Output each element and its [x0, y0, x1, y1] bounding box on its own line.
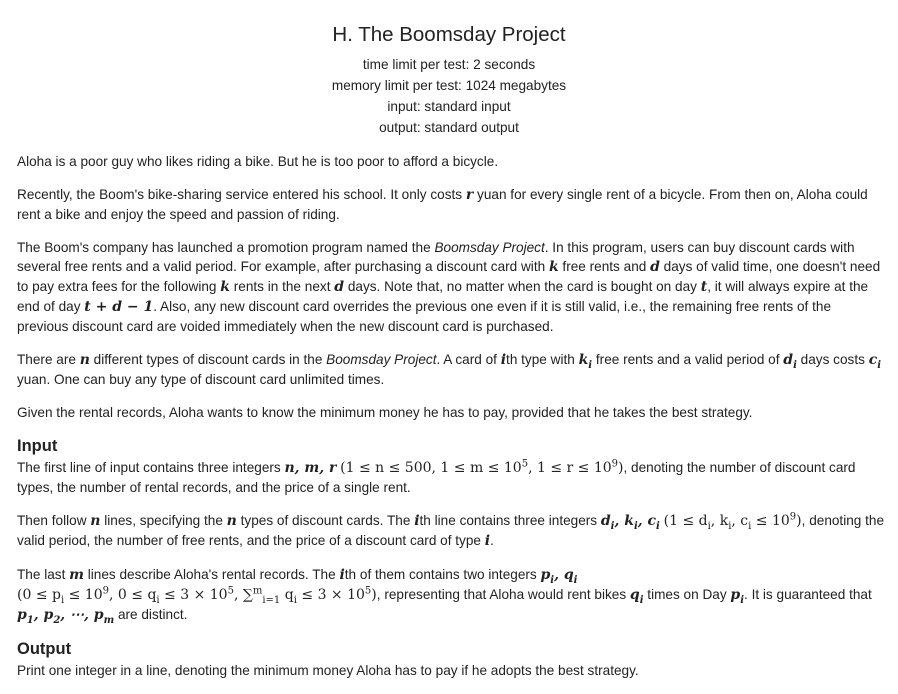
statement-paragraph-5: Given the rental records, Aloha wants to know the minimum money he has to pay, provided that he takes the best strategy. — [17, 405, 753, 420]
memory-limit: memory limit per test: 1024 megabytes — [331, 78, 567, 93]
problem-header — [0, 0, 898, 138]
input-paragraph-2: Then follow n lines, specifying the n types of discount cards. The ith line contains three integers $d_i$, $k_i$, $c_i$ ($1 \le d_i$, $k_i$, $c_i \le 10^9$), denoting the valid period, the number of free rents, and the price of a discount card of type i. — [17, 511, 885, 549]
output-heading: Output — [17, 640, 72, 658]
time-limit: time limit per test: 2 seconds — [362, 57, 536, 72]
input-heading: Input — [17, 437, 58, 455]
problem-title: H. The Boomsday Project — [332, 23, 566, 46]
statement-paragraph-2: Recently, the Boom's bike-sharing service entered his school. It only costs r yuan for every single rent of a bicycle. From then on, Aloha could rent a bike and enjoy the speed and passion of riding. — [17, 187, 868, 222]
input-paragraph-3: The last m lines describe Aloha's rental records. The ith of them contains two integers $p_i$, $q_i$ ($0 \le p_i \le 10^9$, $0 \le q_i \le 3 \times 10^5$, ∑$^m_{i=1}$ $q_i \le 3 \times 10^5$), representing that Aloha would rent bikes $q_i$ times on Day $p_i$. It is guaranteed that $p_1$, $p_2$, ⋯, $p_m$ are distinct. — [17, 567, 872, 626]
problem-body — [17, 152, 885, 694]
input-paragraph-1: The first line of input contains three integers n, m, r (1 ≤ n ≤ 500, $1 \le m \le 10^5$, $1 \le r \le 10^9$), denoting the number of discount card types, the number of rental records, and the price of a single rent. — [17, 458, 856, 495]
input-spec: input: standard input — [387, 99, 511, 114]
statement-paragraph-1: Aloha is a poor guy who likes riding a bike. But he is too poor to afford a bicycle. — [17, 154, 499, 169]
statement-paragraph-3: The Boom's company has launched a promotion program named the Boomsday Project. In this program, users can buy discount cards with several free rents and a valid period. For example, after purchasing a discount card with k free rents and d days of valid time, one doesn't need to pay extra fees for the following k rents in the next d days. Note that, no matter when the card is bought on day t, it will always expire at the end of day t + d − 1. Also, any new discount card overrides the previous one even if it is still valid, i.e., the remaining free rents of the previous discount card are voided immediately when the new discount card is purchased. — [17, 240, 881, 334]
output-spec: output: standard output — [379, 120, 519, 135]
output-paragraph-1: Print one integer in a line, denoting the minimum money Aloha has to pay if he adopts the best strategy. — [17, 663, 639, 678]
statement-paragraph-4: There are n different types of discount cards in the Boomsday Project. A card of ith type with $k_i$ free rents and a valid period of $d_i$ days costs $c_i$ yuan. One can buy any type of discount card unlimited times. — [17, 352, 882, 387]
